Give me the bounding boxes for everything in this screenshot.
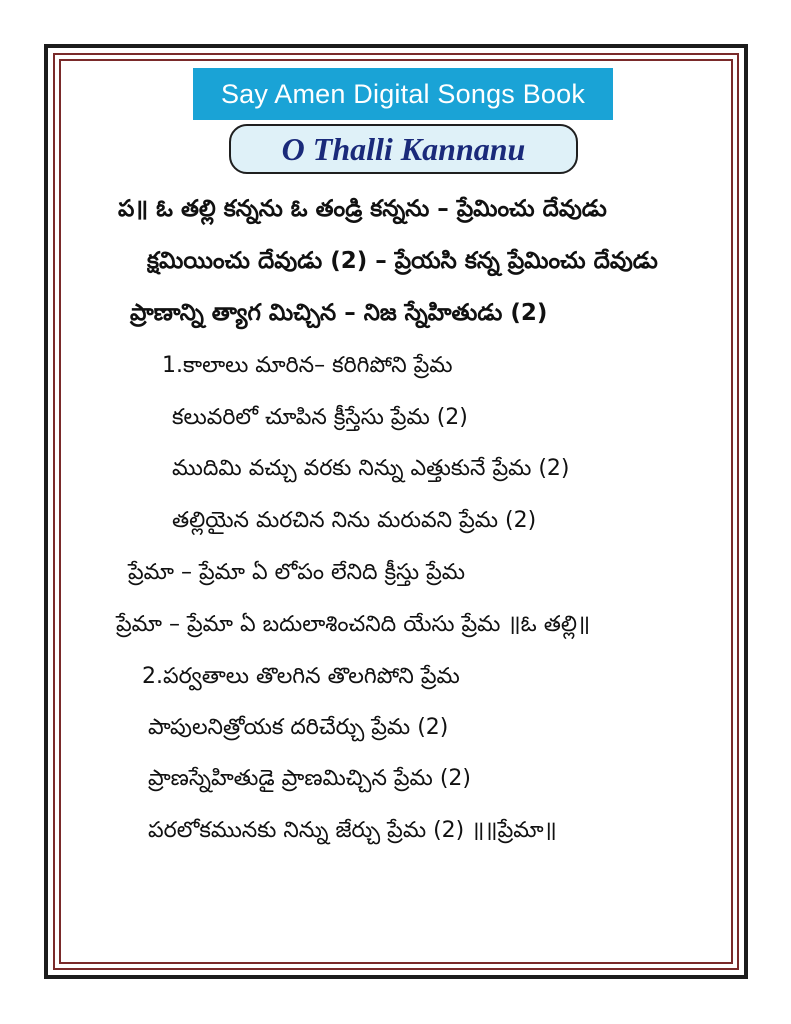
chorus-line-2: ప్రేమా – ప్రేమా ఏ బదులాశించనిది యేసు ప్రేమ ॥ఓ తల్లి॥ — [116, 612, 591, 637]
pallavi-line-2: క్షమియించు దేవుడు (2) – ప్రేయసి కన్న ప్రేమించు దేవుడు — [147, 248, 658, 274]
pallavi-line-1: ప॥ ఓ తల్లి కన్నను ఓ తండ్రి కన్నను – ప్రేమించు దేవుడు — [118, 196, 607, 222]
pallavi-line-3: ప్రాణాన్ని త్యాగ మిచ్చిన – నిజ స్నేహితుడు (2) — [130, 300, 548, 326]
charanam1-line-4: తల్లియైన మరచిన నిను మరువని ప్రేమ (2) — [172, 508, 537, 533]
charanam1-line-1: 1.కాలాలు మారిన– కరిగిపోని ప్రేమ — [162, 353, 453, 378]
charanam1-line-2: కలువరిలో చూపిన క్రీస్తేసు ప్రేమ (2) — [172, 405, 468, 430]
charanam2-line-1: 2.పర్వతాలు తొలగిన తొలగిపోని ప్రేమ — [142, 664, 460, 689]
song-title: O Thalli Kannanu — [229, 124, 578, 174]
charanam1-line-3: ముదిమి వచ్చు వరకు నిన్ను ఎత్తుకునే ప్రేమ (2) — [172, 456, 570, 481]
songbook-banner: Say Amen Digital Songs Book — [193, 68, 613, 120]
charanam2-line-3: ప్రాణస్నేహితుడై ప్రాణమిచ్చిన ప్రేమ (2) — [148, 766, 471, 791]
charanam2-line-4: పరలోకమునకు నిన్ను జేర్చు ప్రేమ (2) ॥॥ప్రేమా॥ — [148, 818, 557, 843]
charanam2-line-2: పాపులనిత్రోయక దరిచేర్చు ప్రేమ (2) — [148, 715, 449, 740]
chorus-line-1: ప్రేమా – ప్రేమా ఏ లోపం లేనిది క్రీస్తు ప్రేమ — [128, 560, 466, 585]
